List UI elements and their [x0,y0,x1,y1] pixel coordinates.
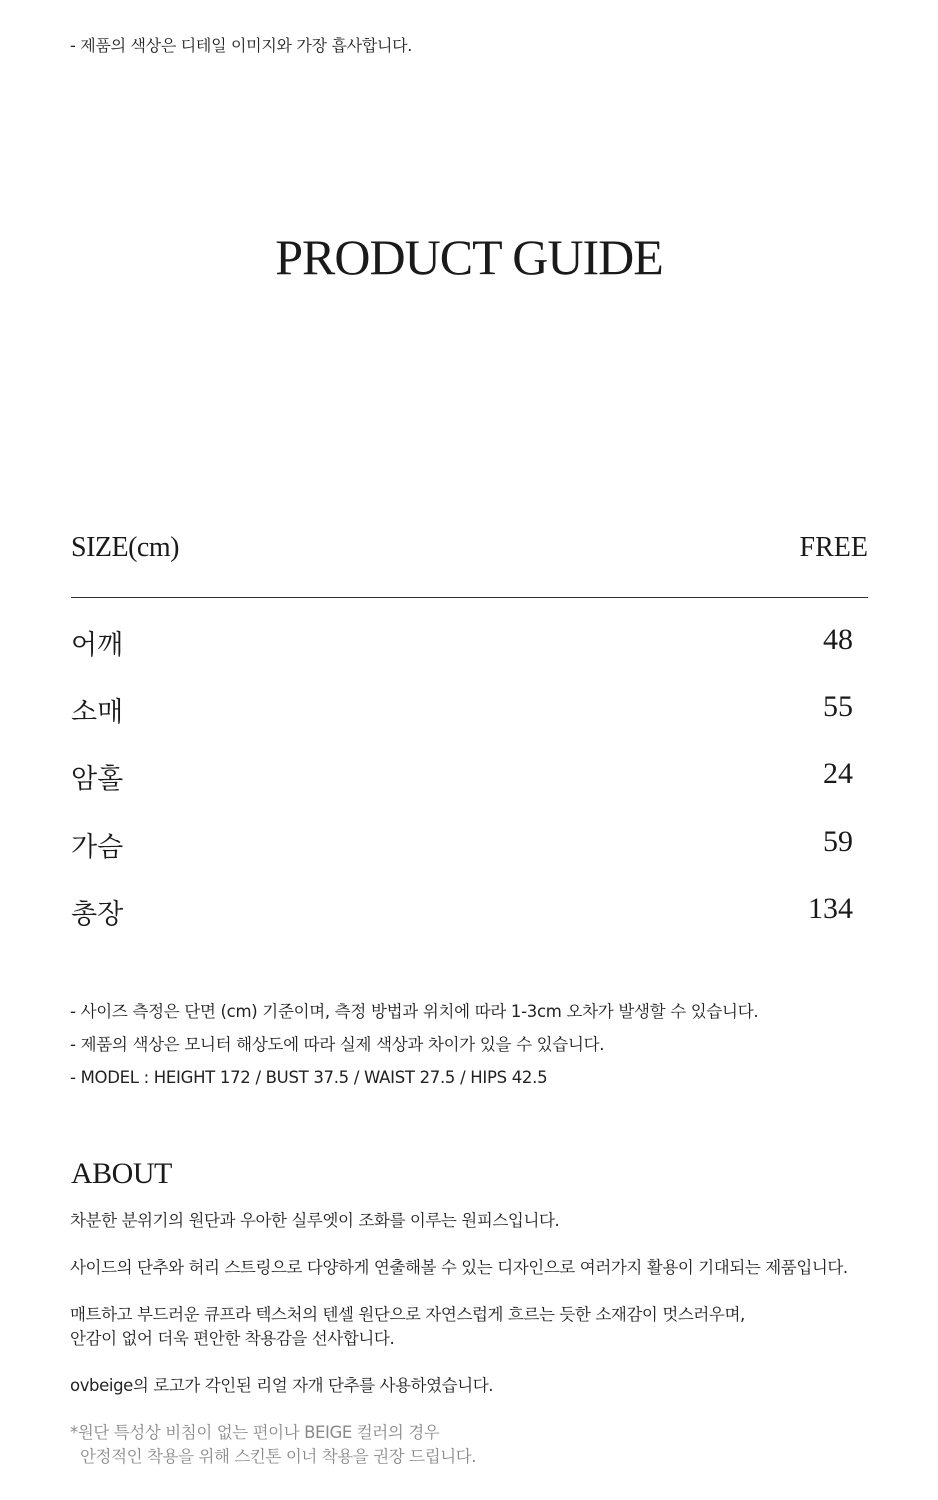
about-line: 매트하고 부드러운 큐프라 텍스처의 텐셀 원단으로 자연스럽게 흐르는 듯한 소재감이 멋스러우며, [70,1305,745,1324]
fabric-disclaimer [70,1421,476,1469]
size-row-value: 59 [823,825,853,858]
measurement-notes [70,999,758,1098]
about-title: ABOUT [71,1157,172,1190]
disclaimer-line: *원단 특성상 비침이 없는 편이나 BEIGE 컬러의 경우 [70,1423,440,1442]
size-header-label: SIZE(cm) [71,532,179,563]
size-header-free: FREE [799,532,868,563]
about-paragraph [70,1256,848,1280]
size-table-header [71,532,868,572]
about-line: 사이드의 단추와 허리 스트링으로 다양하게 연출해볼 수 있는 디자인으로 여러가지 활용이 기대되는 제품입니다. [70,1258,848,1277]
about-line: ovbeige의 로고가 각인된 리얼 자개 단추를 사용하였습니다. [70,1376,494,1395]
note-color: - 제품의 색상은 모니터 해상도에 따라 실제 색상과 차이가 있을 수 있습니다. [70,1035,605,1054]
size-row-total-length [71,892,853,932]
about-line: 차분한 분위기의 원단과 우아한 실루엣이 조화를 이루는 원피스입니다. [70,1211,560,1230]
about-paragraph [70,1303,848,1351]
size-row-label: 총장 [71,899,124,930]
about-paragraph [70,1374,848,1398]
about-description [70,1209,848,1421]
about-paragraph [70,1209,848,1233]
size-row-label: 소매 [71,697,124,728]
size-row-label: 어깨 [71,630,124,661]
size-divider [71,597,868,598]
size-row-shoulder [71,623,853,663]
product-guide-title: PRODUCT GUIDE [275,229,663,285]
size-row-value: 24 [823,757,853,790]
size-row-label: 암홀 [71,764,124,795]
about-line: 안감이 없어 더욱 편안한 착용감을 선사합니다. [70,1329,395,1348]
note-measurement: - 사이즈 측정은 단면 (cm) 기준이며, 측정 방법과 위치에 따라 1-3cm 오차가 발생할 수 있습니다. [70,1002,759,1021]
size-row-value: 48 [823,623,853,656]
size-row-chest [71,825,853,865]
size-row-armhole [71,757,853,797]
size-row-label: 가슴 [71,832,124,863]
size-row-value: 55 [823,690,853,723]
note-model: - MODEL : HEIGHT 172 / BUST 37.5 / WAIST 27.5 / HIPS 42.5 [70,1068,548,1087]
size-row-value: 134 [808,892,853,925]
disclaimer-line: 안정적인 착용을 위해 스킨톤 이너 착용을 권장 드립니다. [80,1447,477,1466]
color-note: - 제품의 색상은 디테일 이미지와 가장 흡사합니다. [70,36,413,55]
size-row-sleeve [71,690,853,730]
